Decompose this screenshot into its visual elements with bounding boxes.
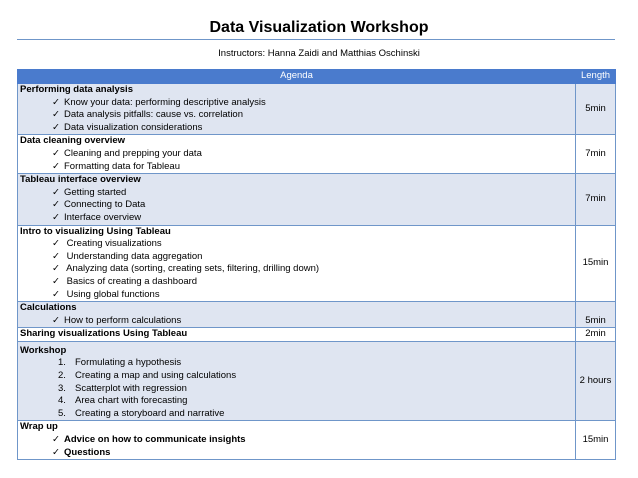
list-item-text: Questions bbox=[64, 446, 111, 458]
list-item-text: Know your data: performing descriptive analysis bbox=[64, 96, 266, 108]
agenda-cell bbox=[18, 135, 576, 174]
list-item bbox=[20, 447, 575, 460]
checkmark-icon: ✓ bbox=[52, 211, 60, 223]
list-item-text: Basics of creating a dashboard bbox=[64, 275, 198, 287]
agenda-cell bbox=[18, 174, 576, 225]
list-item bbox=[20, 289, 575, 302]
table-row bbox=[18, 135, 616, 174]
list-item-text: Connecting to Data bbox=[64, 199, 146, 211]
list-number: 5. bbox=[58, 407, 66, 419]
section-title: Wrap up bbox=[20, 421, 58, 433]
list-item bbox=[20, 212, 575, 225]
list-item-text: Advice on how to communicate insights bbox=[64, 434, 246, 446]
checkmark-icon: ✓ bbox=[52, 160, 60, 172]
agenda-cell bbox=[18, 328, 576, 342]
section-title: Sharing visualizations Using Tableau bbox=[20, 328, 188, 340]
length-column-header: Length bbox=[576, 70, 616, 84]
list-item-text: Data visualization considerations bbox=[64, 121, 203, 133]
table-header-row bbox=[18, 70, 616, 84]
table-row bbox=[18, 174, 616, 225]
list-item bbox=[20, 122, 575, 135]
list-item-text: Interface overview bbox=[64, 211, 142, 223]
length-cell: 15min bbox=[576, 421, 616, 460]
checkmark-icon: ✓ bbox=[52, 288, 60, 300]
checkmark-icon: ✓ bbox=[52, 121, 60, 133]
agenda-cell bbox=[18, 84, 576, 135]
list-item-text: Formatting data for Tableau bbox=[64, 160, 181, 172]
list-item-text: Creating visualizations bbox=[64, 238, 162, 250]
length-cell: 15min bbox=[576, 225, 616, 302]
list-item-text: Creating a storyboard and narrative bbox=[75, 407, 225, 419]
checkmark-icon: ✓ bbox=[52, 96, 60, 108]
list-item bbox=[20, 383, 575, 396]
table-row bbox=[18, 225, 616, 302]
checkmark-icon: ✓ bbox=[52, 314, 60, 326]
list-item bbox=[20, 238, 575, 251]
agenda-cell bbox=[18, 421, 576, 460]
length-cell: 2min bbox=[576, 328, 616, 342]
list-item bbox=[20, 370, 575, 383]
checkmark-icon: ✓ bbox=[52, 147, 60, 159]
list-item bbox=[20, 148, 575, 161]
section-title: Tableau interface overview bbox=[20, 174, 141, 186]
list-item-text: Formulating a hypothesis bbox=[75, 357, 182, 369]
list-item bbox=[20, 187, 575, 200]
list-item-text: Creating a map and using calculations bbox=[75, 370, 237, 382]
agenda-table bbox=[17, 69, 616, 460]
section-title: Calculations bbox=[20, 302, 77, 314]
list-item bbox=[20, 161, 575, 174]
length-cell: 7min bbox=[576, 174, 616, 225]
agenda-cell bbox=[18, 225, 576, 302]
length-cell: 5min bbox=[576, 84, 616, 135]
section-title: Data cleaning overview bbox=[20, 135, 126, 147]
section-title: Performing data analysis bbox=[20, 84, 133, 95]
list-number: 1. bbox=[58, 357, 66, 369]
list-item-text: How to perform calculations bbox=[64, 314, 182, 326]
checkmark-icon: ✓ bbox=[52, 263, 60, 275]
list-item-text: Cleaning and prepping your data bbox=[64, 147, 202, 159]
list-item bbox=[20, 276, 575, 289]
page-title: Data Visualization Workshop bbox=[209, 19, 429, 36]
list-item-text: Data analysis pitfalls: cause vs. correlation bbox=[64, 109, 243, 121]
checkmark-icon: ✓ bbox=[52, 446, 60, 458]
list-item bbox=[20, 408, 575, 421]
checkmark-icon: ✓ bbox=[52, 238, 60, 250]
section-title: Intro to visualizing Using Tableau bbox=[20, 225, 171, 237]
section-title: Workshop bbox=[20, 344, 67, 356]
table-row bbox=[18, 328, 616, 342]
length-cell: 7min bbox=[576, 135, 616, 174]
list-item bbox=[20, 395, 575, 408]
instructors-line: Instructors: Hanna Zaidi and Matthias Oschinski bbox=[218, 48, 420, 59]
length-cell: 2 hours bbox=[576, 341, 616, 421]
checkmark-icon: ✓ bbox=[52, 275, 60, 287]
list-item-text: Area chart with forecasting bbox=[75, 395, 188, 407]
table-row bbox=[18, 84, 616, 135]
title-divider bbox=[17, 39, 615, 40]
agenda-column-header: Agenda bbox=[18, 70, 576, 84]
checkmark-icon: ✓ bbox=[52, 186, 60, 198]
table-row bbox=[18, 341, 616, 421]
list-item-text: Using global functions bbox=[64, 288, 160, 300]
list-item-text: Getting started bbox=[64, 186, 127, 198]
list-item bbox=[20, 315, 575, 328]
length-cell: 5min bbox=[576, 302, 616, 328]
checkmark-icon: ✓ bbox=[52, 250, 60, 262]
agenda-cell bbox=[18, 302, 576, 328]
list-number: 3. bbox=[58, 382, 66, 394]
agenda-cell bbox=[18, 341, 576, 421]
list-item bbox=[20, 109, 575, 122]
list-item-text: Analyzing data (sorting, creating sets, filtering, drilling down) bbox=[64, 263, 320, 275]
checkmark-icon: ✓ bbox=[52, 109, 60, 121]
list-item bbox=[20, 263, 575, 276]
table-row bbox=[18, 421, 616, 460]
list-item bbox=[20, 434, 575, 447]
checkmark-icon: ✓ bbox=[52, 434, 60, 446]
list-number: 4. bbox=[58, 395, 66, 407]
list-item bbox=[20, 199, 575, 212]
list-item-text: Scatterplot with regression bbox=[75, 382, 187, 394]
checkmark-icon: ✓ bbox=[52, 199, 60, 211]
list-number: 2. bbox=[58, 370, 66, 382]
list-item bbox=[20, 251, 575, 264]
list-item bbox=[20, 97, 575, 110]
table-row bbox=[18, 302, 616, 328]
list-item bbox=[20, 357, 575, 370]
list-item-text: Understanding data aggregation bbox=[64, 250, 203, 262]
